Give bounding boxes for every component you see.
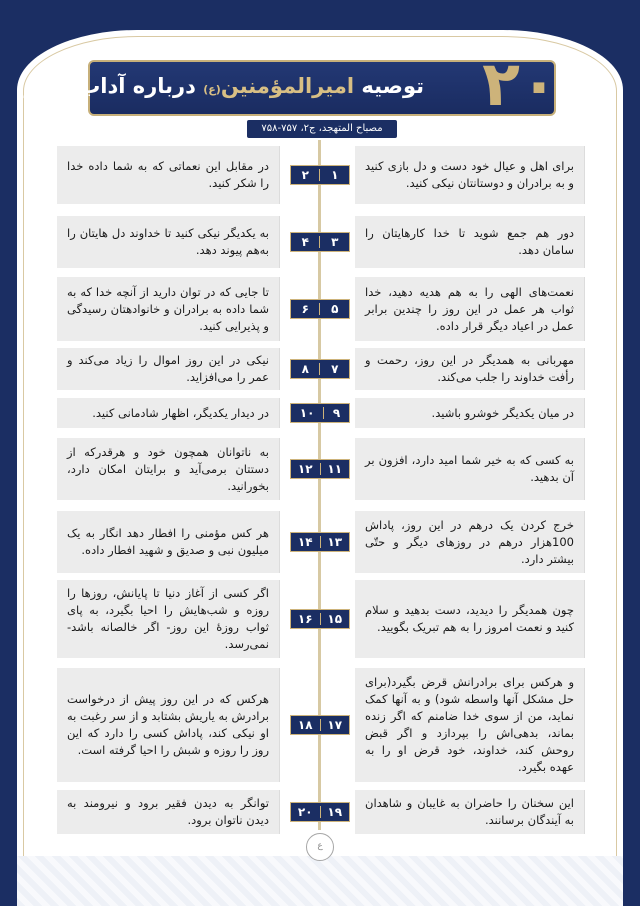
number-badge xyxy=(290,609,350,629)
title-word: توصیه xyxy=(361,74,424,98)
recommendation-right xyxy=(355,438,585,500)
number-badge xyxy=(290,715,350,735)
recommendation-right xyxy=(355,580,585,658)
recommendation-left xyxy=(57,511,280,573)
recommendation-text: نعمت‌های الهی را به هم هدیه دهید، خدا ثواب هر عمل در این روز را چندین برابر عمل در اعیاد دیگر قرار داده. xyxy=(365,284,574,333)
recommendation-text: چون همدیگر را دیدید، دست بدهید و سلام کنید و نعمت امروز را به هم تبریک بگویید. xyxy=(365,603,574,634)
badge-divider xyxy=(320,613,321,625)
recommendation-text: مهربانی به همدیگر در این روز، رحمت و رأفت خداوند را جلب می‌کند. xyxy=(365,353,574,384)
recommendation-left xyxy=(57,668,280,782)
title-highlight: امیرالمؤمنین xyxy=(220,74,355,98)
recommendation-text: هرکس که در این روز پیش از درخواست برادرش به یاریش بشتابد و از سر رغبت به او نیکی کند، پاداش کسی را دارد که این روز را روزه و شبش را احیا گرفته است. xyxy=(67,692,269,757)
recommendation-text: به ناتوانان همچون خود و هرقدرکه از دستتان برمی‌آید و برایتان امکان دارد، بخورانید. xyxy=(67,444,269,493)
recommendation-text: به یکدیگر نیکی کنید تا خداوند دل هایتان را به‌هم پیوند دهد. xyxy=(67,226,269,257)
badge-number-left: ۱۶ xyxy=(297,612,313,626)
recommendation-right xyxy=(355,277,585,341)
badge-number-left: ۱۲ xyxy=(297,462,313,476)
recommendation-right xyxy=(355,146,585,204)
badge-number-right: ۹ xyxy=(332,406,341,420)
badge-divider xyxy=(319,236,320,248)
recommendation-right xyxy=(355,511,585,573)
recommendation-left xyxy=(57,580,280,658)
recommendation-text: این سخنان را حاضران به غایبان و شاهدان به آیندگان برسانند. xyxy=(365,796,574,827)
recommendation-left xyxy=(57,348,280,390)
recommendation-text: به کسی که به خیر شما امید دارد، افزون بر آن بدهید. xyxy=(365,453,574,484)
recommendation-left xyxy=(57,216,280,268)
badge-divider xyxy=(320,463,321,475)
number-badge xyxy=(290,299,350,319)
badge-number-right: ۱۷ xyxy=(327,718,343,732)
badge-number-right: ۷ xyxy=(331,362,339,376)
badge-number-right: ۵ xyxy=(331,302,339,316)
badge-divider xyxy=(320,806,321,818)
recommendation-right xyxy=(355,668,585,782)
recommendation-left xyxy=(57,790,280,834)
badge-number-left: ۲ xyxy=(301,168,309,182)
number-badge xyxy=(290,802,350,822)
badge-divider xyxy=(323,407,324,419)
badge-number-right: ۱۳ xyxy=(327,535,343,549)
badge-divider xyxy=(320,536,321,548)
recommendation-left xyxy=(57,277,280,341)
badge-number-right: ۱۱ xyxy=(327,462,343,476)
badge-divider xyxy=(320,719,321,731)
number-badge xyxy=(290,532,350,552)
number-badge xyxy=(290,359,350,379)
recommendation-text: در مقابل این نعماتی که به شما داده خدا را شکر کنید. xyxy=(67,159,269,190)
recommendation-right xyxy=(355,790,585,834)
title-honorific: (ع) xyxy=(203,83,221,96)
badge-number-left: ۴ xyxy=(301,235,309,249)
recommendation-right xyxy=(355,348,585,390)
recommendation-text: دور هم جمع شوید تا خدا کارهایتان را سامان دهد. xyxy=(365,226,574,257)
decorative-pattern xyxy=(17,856,623,906)
number-badge xyxy=(290,232,350,252)
recommendation-text: در دیدار یکدیگر، اظهار شادمانی کنید. xyxy=(92,405,269,420)
recommendation-left xyxy=(57,438,280,500)
page-title xyxy=(24,74,424,98)
number-badge xyxy=(290,403,350,423)
big-number: ۲۰ xyxy=(482,47,558,120)
badge-number-left: ۱۰ xyxy=(299,406,315,420)
badge-number-left: ۶ xyxy=(301,302,309,316)
badge-number-left: ۲۰ xyxy=(297,805,313,819)
badge-number-right: ۱۹ xyxy=(327,805,343,819)
recommendation-text: و هرکس برای برادرانش قرض بگیرد(برای حل مشکل آنها واسطه شود) و به آنها کمک نماید، من از سوی خدا ضامنم که اگر زنده بماند، بدهی‌اش را بپردازد و اگر قبض روحش کند، خداوند، خود قرض او را به عهده بگیرد. xyxy=(365,675,574,774)
recommendation-right xyxy=(355,216,585,268)
recommendation-text: نیکی در این روز اموال را زیاد می‌کند و عمر را می‌افزاید. xyxy=(67,353,269,384)
recommendation-text: هر کس مؤمنی را افطار دهد انگار به یک میلیون نبی و صدیق و شهید افطار داده. xyxy=(67,526,269,557)
number-badge xyxy=(290,165,350,185)
badge-number-left: ۸ xyxy=(301,362,309,376)
recommendation-text: برای اهل و عیال خود دست و دل بازی کنید و به برادران و دوستانتان نیکی کنید. xyxy=(365,159,574,190)
footer-logo: ع xyxy=(306,833,334,861)
number-badge xyxy=(290,459,350,479)
title-rest: درباره آداب غدیر xyxy=(24,74,196,98)
badge-number-right: ۳ xyxy=(331,235,339,249)
badge-divider xyxy=(319,169,320,181)
recommendation-text: تا جایی که در توان دارید از آنچه خدا که به شما داده به برادران و خانوادهتان رسیدگی و پذیرایی کنید. xyxy=(67,284,269,333)
badge-number-left: ۱۸ xyxy=(297,718,313,732)
recommendation-left xyxy=(57,398,280,428)
badge-divider xyxy=(319,303,320,315)
recommendation-text: اگر کسی از آغاز دنیا تا پایانش، روزها را روزه و شب‌هایش را احیا بگیرد، به پای ثواب روزهٔ این روز- اگر خالصانه باشد- نمی‌رسد. xyxy=(67,586,269,651)
recommendation-text: در میان یکدیگر خوشرو باشید. xyxy=(431,405,574,420)
badge-divider xyxy=(319,363,320,375)
source-reference: مصباح المتهجد، ج۲، ۷۵۷-۷۵۸ xyxy=(247,120,397,138)
badge-number-right: ۱۵ xyxy=(327,612,343,626)
badge-number-left: ۱۴ xyxy=(297,535,313,549)
recommendation-left xyxy=(57,146,280,204)
badge-number-right: ۱ xyxy=(331,168,339,182)
recommendation-text: توانگر به دیدن فقیر برود و نیرومند به دیدن ناتوان برود. xyxy=(67,796,269,827)
recommendation-right xyxy=(355,398,585,428)
recommendation-text: خرج کردن یک درهم در این روز، پاداش 100هزار درهم در روزهای دیگر و حتّی بیشتر دارد. xyxy=(365,517,574,566)
